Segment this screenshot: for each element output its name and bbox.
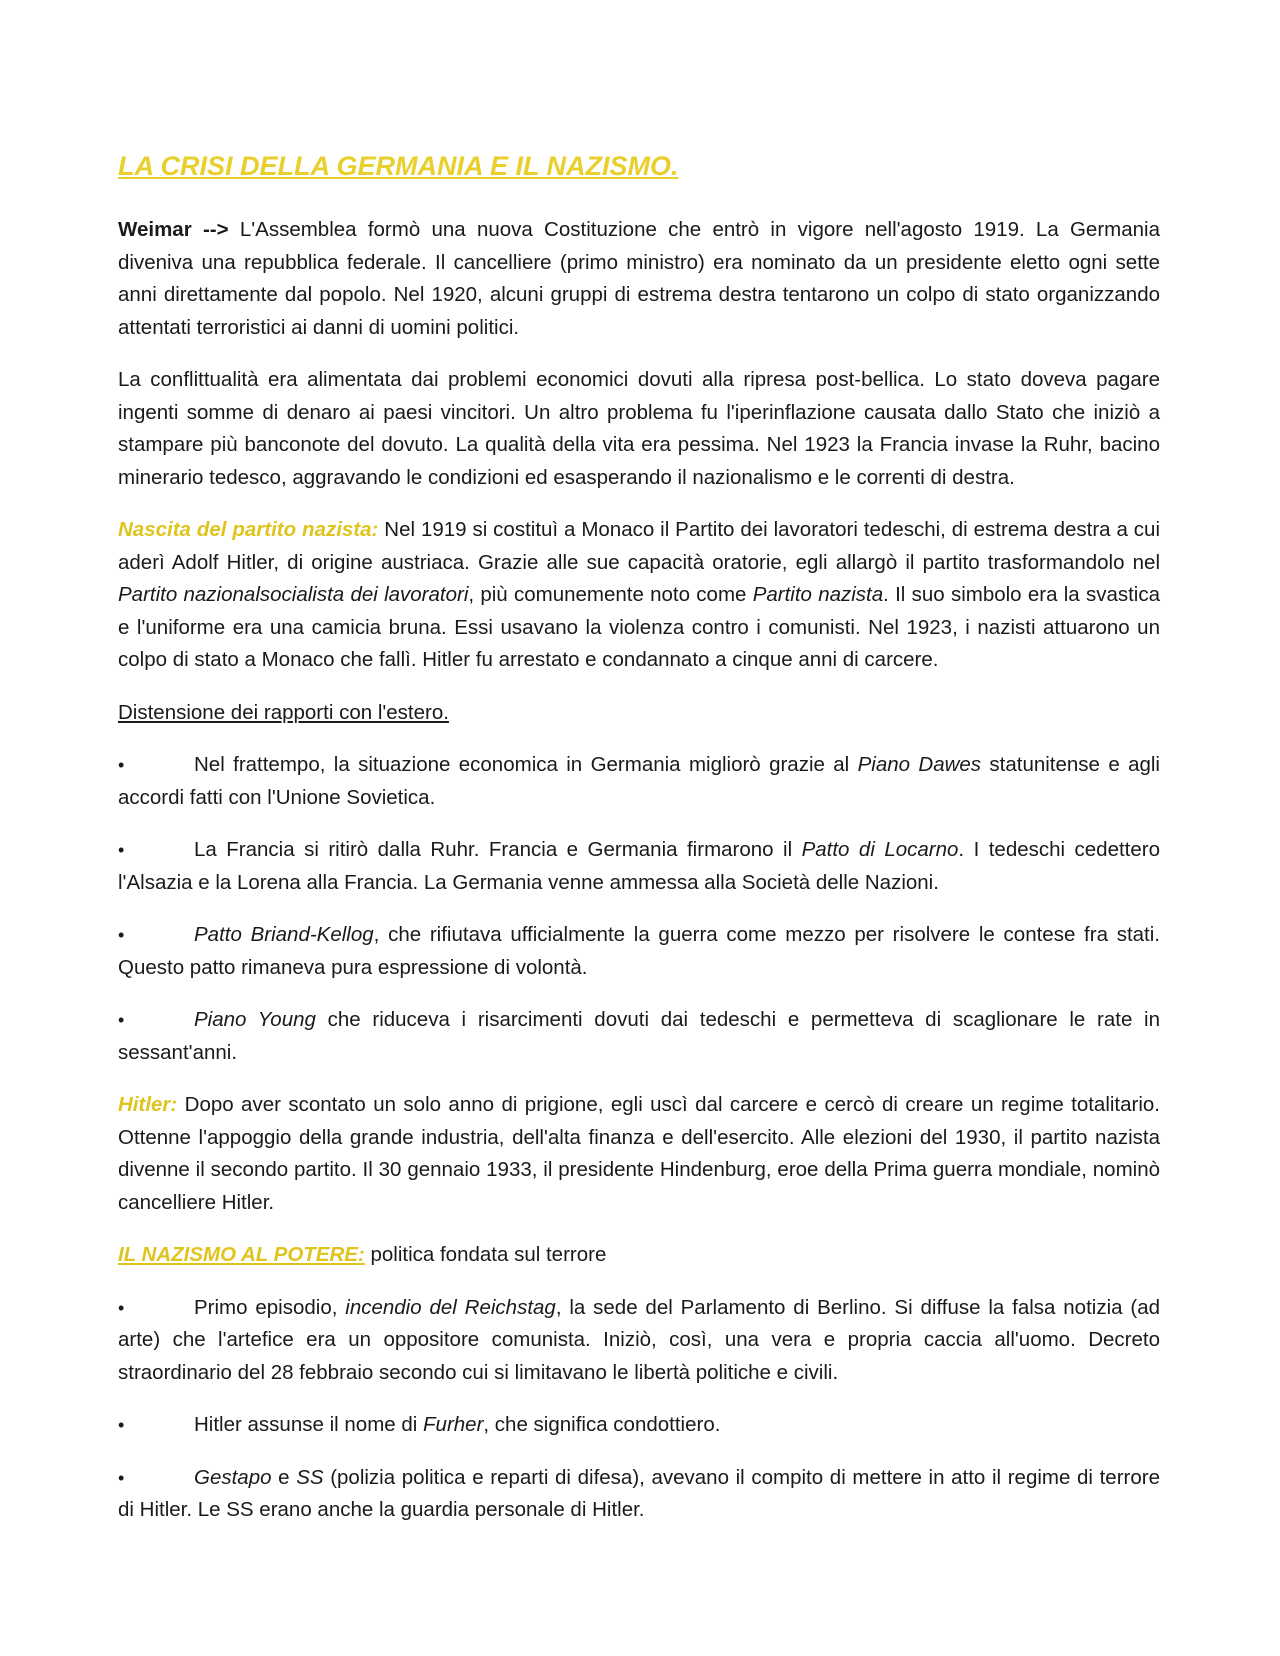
paragraph-conflict: La conflittualità era alimentata dai problemi economici dovuti alla ripresa post-bellica. Lo stato doveva pagare ingenti somme di denaro ai paesi vincitori. Un altro problema fu l'iperinflazione causata dallo Stato che iniziò a stampare più banconote del dovuto. La qualità della vita era pessima. Nel 1923 la Francia invase la Ruhr, bacino minerario tedesco, aggravando le condizioni ed esasperando il nazionalismo e le correnti di destra. (118, 368, 1160, 489)
document-title: LA CRISI DELLA GERMANIA E IL NAZISMO. (118, 151, 679, 181)
bullet-icon: • (118, 1415, 125, 1435)
document-page (118, 148, 1160, 1547)
bullet-icon: • (118, 1467, 125, 1488)
nazism-in-power-lead: IL NAZISMO AL POTERE: (118, 1243, 365, 1266)
bullet-icon: • (118, 840, 125, 860)
list-item: • Gestapo e SS (polizia politica e reparti di difesa), avevano il compito di mettere in atto il regime di terrore di Hitler. Le SS erano anche la guardia personale di Hitler. (118, 1462, 1160, 1527)
bullet-icon: • (118, 925, 125, 945)
list-item: • Piano Young che riduceva i risarcimenti dovuti dai tedeschi e permetteva di scaglionare le rate in sessant'anni. (118, 1004, 1160, 1069)
bullet-icon: • (118, 755, 125, 775)
list-item: • Primo episodio, incendio del Reichstag, la sede del Parlamento di Berlino. Si diffuse la falsa notizia (ad arte) che l'artefice era un oppositore comunista. Iniziò, così, una vera e propria caccia all'uomo. Decreto straordinario del 28 febbraio secondo cui si limitavano le libertà politiche e civili. (118, 1292, 1160, 1390)
list-item: • Patto Briand-Kellog, che rifiutava ufficialmente la guerra come mezzo per risolvere le contese fra stati. Questo patto rimaneva pura espressione di volontà. (118, 919, 1160, 984)
nazi-party-lead: Nascita del partito nazista: (118, 518, 379, 541)
bullet-icon: • (118, 1010, 125, 1030)
paragraph-hitler: Hitler: Dopo aver scontato un solo anno di prigione, egli uscì dal carcere e cercò di creare un regime totalitario. Ottenne l'appoggio della grande industria, dell'alta finanza e dell'esercito. Alle elezioni del 1930, il partito nazista divenne il secondo partito. Il 30 gennaio 1933, il presidente Hindenburg, eroe della Prima guerra mondiale, nominò cancelliere Hitler. (118, 1093, 1160, 1214)
paragraph-weimar (118, 214, 1160, 344)
list-item: • Hitler assunse il nome di Furher, che significa condottiero. (118, 1409, 1160, 1442)
weimar-lead: Weimar --> (118, 218, 229, 241)
paragraph-nazi-party-birth: Nascita del partito nazista: Nel 1919 si costituì a Monaco il Partito dei lavoratori tedeschi, di estrema destra a cui aderì Adolf Hitler, di origine austriaca. Grazie alle sue capacità oratorie, egli allargò il partito trasformandolo nel Partito nazionalsocialista dei lavoratori, più comunemente noto come Partito nazista. Il suo simbolo era la svastica e l'uniforme era una camicia bruna. Essi usavano la violenza contro i comunisti. Nel 1923, i nazisti attuarono un colpo di stato a Monaco che fallì. Hitler fu arrestato e condannato a cinque anni di carcere. (118, 518, 1160, 671)
list-item: • La Francia si ritirò dalla Ruhr. Francia e Germania firmarono il Patto di Locarno. I tedeschi cedettero l'Alsazia e la Lorena alla Francia. La Germania venne ammessa alla Società delle Nazioni. (118, 834, 1160, 899)
hitler-lead: Hitler: (118, 1093, 178, 1116)
bullet-icon: • (118, 1297, 125, 1318)
section-heading-foreign-relations: Distensione dei rapporti con l'estero. (118, 700, 449, 724)
weimar-text: L'Assemblea formò una nuova Costituzione che entrò in vigore nell'agosto 1919. La Germania diveniva una repubblica federale. Il cancelliere (primo ministro) era nominato da un presidente eletto ogni sette anni direttamente dal popolo. Nel 1920, alcuni gruppi di estrema destra tentarono un colpo di stato organizzando attentati terroristici ai danni di uomini politici. (118, 218, 1160, 339)
paragraph-nazism-in-power: IL NAZISMO AL POTERE: politica fondata sul terrore (118, 1243, 607, 1266)
list-item: • Nel frattempo, la situazione economica in Germania migliorò grazie al Piano Dawes statunitense e agli accordi fatti con l'Unione Sovietica. (118, 749, 1160, 814)
